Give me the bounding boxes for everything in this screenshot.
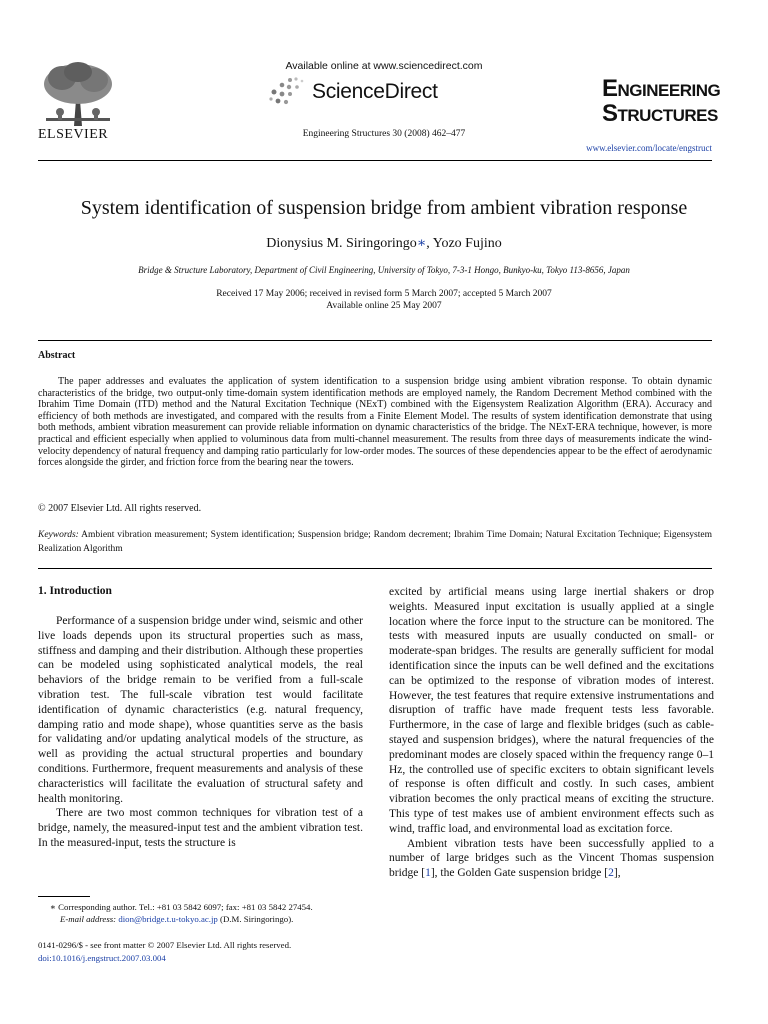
email-line bbox=[38, 913, 363, 925]
sciencedirect-dots-icon bbox=[268, 77, 306, 107]
online-date: Available online 25 May 2007 bbox=[326, 301, 442, 311]
author-line bbox=[0, 235, 768, 252]
received-dates: Received 17 May 2006; received in revised form 5 March 2007; accepted 5 March 2007 bbox=[216, 289, 552, 299]
keywords bbox=[38, 529, 712, 556]
doi-link[interactable]: doi:10.1016/j.engstruct.2007.03.004 bbox=[38, 952, 166, 963]
email-label: E-mail address: bbox=[60, 914, 117, 924]
publisher-name: ELSEVIER bbox=[38, 127, 109, 142]
footnote-rule bbox=[38, 896, 90, 897]
journal-url-link[interactable]: www.elsevier.com/locate/engstruct bbox=[586, 143, 712, 153]
abstract-text: The paper addresses and evaluates the application of system identification to a suspension bridge using ambient vibration response. To obtain dynamic characteristics of the bridge, two output-only time-domain system identification methods are employed namely, the Random Decrement Method combined with the Ibrahim Time Domain (ITD) method and the Natural Excitation Technique (NExT) combined with the Eigensystem Realization Algorithm (ERA). Accuracy and efficiency of both methods are investigated, and compared with the results from a Finite Element Model. The results of system identification demonstrate that using both methods, ambient vibration measurement can provide reliable information on dynamic characteristics of the bridge. The NExT-ERA technique, however, is more practical and efficient especially when applied to voluminous data from multi-channel measurement. The results from three days of measurements indicate the wind-velocity dependency of natural frequency and damping ratio particularly for low-order modes. The sources of these dependencies appear to be the effect of aerodynamic forces alongside the girder, and friction force from the bearing near the towers. bbox=[38, 376, 712, 469]
article-title: System identification of suspension bridge from ambient vibration response bbox=[80, 197, 688, 219]
sciencedirect-logo bbox=[268, 77, 438, 107]
author-fujino: , Yozo Fujino bbox=[426, 236, 502, 251]
front-matter bbox=[38, 939, 291, 964]
abstract-heading: Abstract bbox=[38, 350, 76, 361]
left-column bbox=[38, 614, 363, 851]
issn-line: 0141-0296/$ - see front matter © 2007 Elsevier Ltd. All rights reserved. bbox=[38, 940, 292, 950]
intro-paragraph-2: There are two most common techniques for vibration test of a bridge, namely, the measured-input test and the ambient vibration test. In the measured-input, tests the structure is bbox=[38, 807, 363, 849]
affiliation: Bridge & Structure Laboratory, Department of Civil Engineering, University of Tokyo, 7-3-1 Hongo, Bunkyo-ku, Tokyo 113-8656, Japan bbox=[138, 265, 630, 275]
keywords-divider bbox=[38, 568, 712, 569]
keywords-label: Keywords: bbox=[38, 530, 79, 540]
journal-logo-engineering: NGINEERING bbox=[617, 81, 721, 100]
journal-logo-structures: TRUCTURES bbox=[617, 106, 718, 125]
corresponding-author-note: ∗ Corresponding author. Tel.: +81 03 5842 6097; fax: +81 03 5842 27454. bbox=[50, 902, 313, 912]
sciencedirect-wordmark: ScienceDirect bbox=[312, 80, 438, 103]
p4-text-a: Ambient vibration tests have been successfully applied to a number of large bridges such as the Vincent Thomas suspension bridge [ bbox=[389, 837, 714, 880]
intro-paragraph-4 bbox=[389, 837, 714, 881]
abstract-divider bbox=[38, 340, 712, 341]
p4-text-c: ], bbox=[613, 867, 621, 880]
journal-logo-cap-e: E bbox=[602, 75, 618, 102]
journal-logo-cap-s: S bbox=[602, 100, 618, 127]
available-online-line: Available online at www.sciencedirect.com bbox=[285, 60, 483, 72]
abstract-copyright: © 2007 Elsevier Ltd. All rights reserved. bbox=[38, 503, 202, 514]
p4-text-b: ], the Golden Gate suspension bridge [ bbox=[430, 867, 609, 880]
reference-link-2[interactable]: 2 bbox=[608, 867, 614, 880]
reference-link-1[interactable]: 1 bbox=[425, 867, 431, 880]
author-siringoringo: Dionysius M. Siringoringo bbox=[266, 236, 417, 251]
header-divider bbox=[38, 160, 712, 161]
corresponding-author-mark[interactable]: ∗ bbox=[416, 236, 427, 251]
footnote bbox=[38, 901, 363, 925]
email-suffix: (D.M. Siringoringo). bbox=[217, 914, 294, 924]
email-link[interactable]: dion@bridge.t.u-tokyo.ac.jp bbox=[118, 914, 218, 924]
intro-paragraph-3: excited by artificial means using large inertial shakers or drop weights. Measured input excitation is usually applied at a single location where the force input to the structure can be monitored. The tests with measured inputs are usually conducted on small- or moderate-span bridges. The results are generally sufficient for modal identification since the inputs can be well defined and the excitations can be optimized to the response of vibration modes of interest. However, the test features that require extensive instrumentations and disruption of traffic have made frequent tests less favorable. Furthermore, in the case of large and flexible bridges (such as cable-stayed and suspension bridges), where the natural frequencies of the predominant modes are closely spaced within the frequency range 0–1 Hz, the controlled use of specific exciters to obtain significant levels of response is often difficult and costly. In such cases, ambient vibration becomes the only practical means of exciting the structure. This type of test makes use of ambient environment effects such as wind, traffic load, and environmental load as excitation force. bbox=[389, 586, 714, 835]
journal-logo bbox=[602, 75, 721, 128]
journal-citation: Engineering Structures 30 (2008) 462–477 bbox=[302, 129, 466, 139]
intro-paragraph-1: Performance of a suspension bridge under wind, seismic and other live loads depends upon its structural properties such as mass, stiffness and damping and their distribution. Although these properties can be modeled using sophisticated analytical models, the real behaviors of the bridge remain to be verified from a full-scale vibration test. The full-scale vibration test would facilitate identification of dynamic characteristics (e.g. natural frequency, damping ratio and mode shape), whose quantities serve as the basis for validating and/or updating analytical models of the structure, as well as providing the actual structural properties and boundary conditions. Furthermore, frequent measurements and analysis of these characteristics will facilitate the evaluation of structural safety and health monitoring. bbox=[38, 615, 363, 805]
right-column bbox=[389, 585, 714, 881]
section-heading-introduction: 1. Introduction bbox=[38, 585, 112, 597]
keywords-list: Ambient vibration measurement; System identification; Suspension bridge; Random decrement; Ibrahim Time Domain; Natural Excitation Technique; Eigensystem Realization Algorithm bbox=[38, 530, 712, 554]
